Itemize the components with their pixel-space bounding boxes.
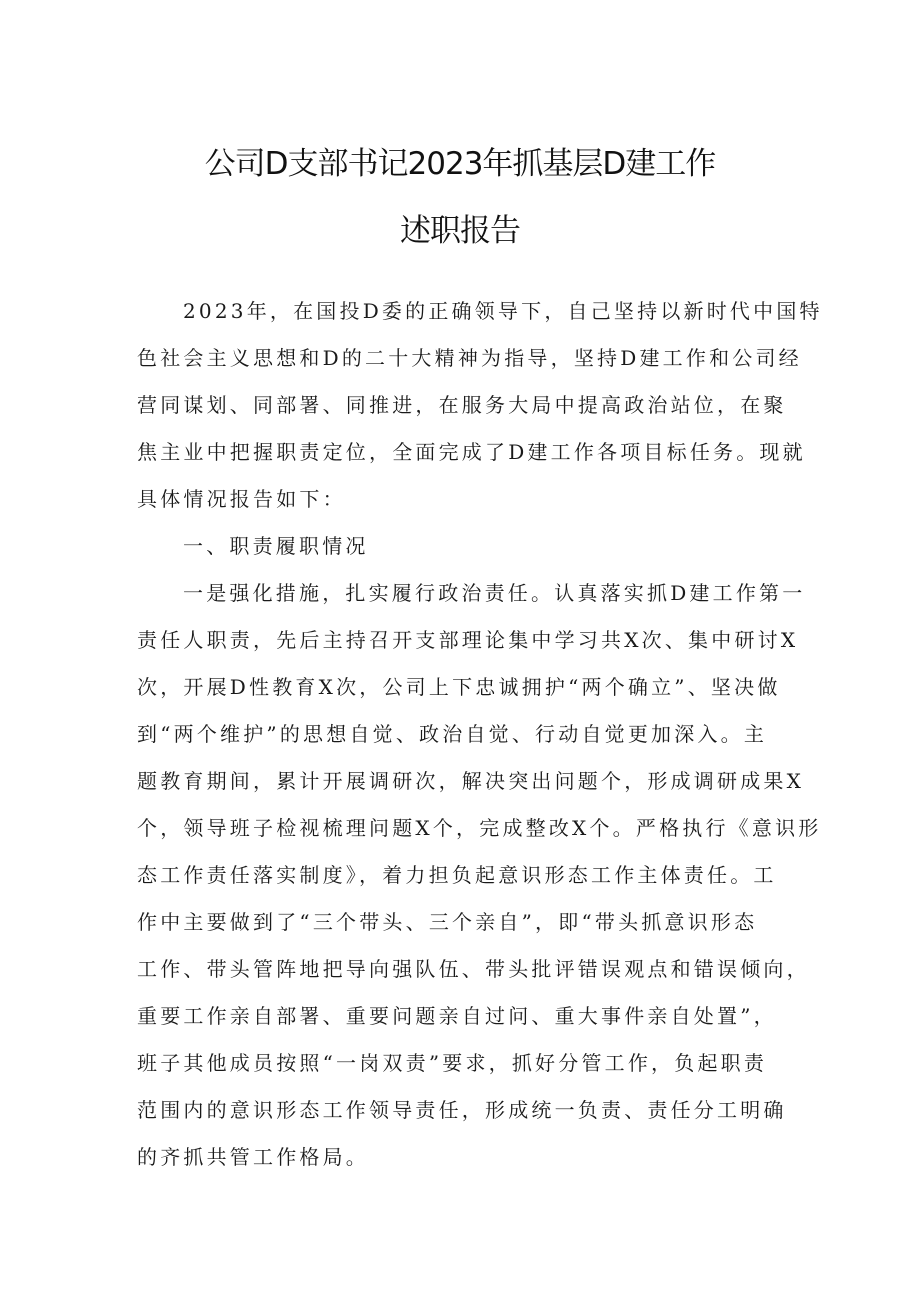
paragraph-line: 一是强化措施，扎实履行政治责任。认真落实抓D建工作第一 [183, 581, 806, 605]
paragraph-line: 作中主要做到了“三个带头、三个亲自”，即“带头抓意识形态 [137, 910, 758, 934]
section-heading: 一、职责履职情况 [183, 534, 369, 558]
paragraph-line: 色社会主义思想和D的二十大精神为指导，坚持D建工作和公司经 [137, 346, 802, 370]
paragraph-line: 的齐抓共管工作格局。 [137, 1145, 369, 1169]
paragraph-line: 工作、带头管阵地把导向强队伍、带头批评错误观点和错误倾向， [137, 957, 810, 981]
document-title-line-2: 述职报告 [400, 213, 520, 249]
paragraph-line: 焦主业中把握职责定位，全面完成了D建工作各项目标任务。现就 [137, 440, 806, 464]
paragraph-line: 到“两个维护”的思想自觉、政治自觉、行动自觉更加深入。主 [137, 722, 768, 746]
document-title-line-1: 公司D支部书记2023年抓基层D建工作 [204, 146, 716, 182]
paragraph-line: 题教育期间，累计开展调研次，解决突出问题个，形成调研成果X [137, 769, 805, 793]
paragraph-line: 责任人职责，先后主持召开支部理论集中学习共X次、集中研讨X [137, 628, 799, 652]
paragraph-line: 营同谋划、同部署、同推进，在服务大局中提高政治站位，在聚 [137, 393, 787, 417]
paragraph-line: 个，领导班子检视梳理问题X个，完成整改X个。严格执行《意识形 [137, 816, 822, 840]
paragraph-line: 班子其他成员按照“一岗双责”要求，抓好分管工作，负起职责 [137, 1051, 768, 1075]
paragraph-line: 具体情况报告如下： [137, 487, 346, 511]
paragraph-line: 2023年，在国投D委的正确领导下，自己坚持以新时代中国特 [183, 299, 823, 323]
paragraph-line: 范围内的意识形态工作领导责任，形成统一负责、责任分工明确 [137, 1098, 787, 1122]
paragraph-line: 态工作责任落实制度》，着力担负起意识形态工作主体责任。工 [137, 863, 777, 887]
paragraph-line: 次，开展D性教育X次，公司上下忠诚拥护“两个确立”、坚决做 [137, 675, 781, 699]
paragraph-line: 重要工作亲自部署、重要问题亲自过问、重大事件亲自处置”， [137, 1004, 777, 1028]
